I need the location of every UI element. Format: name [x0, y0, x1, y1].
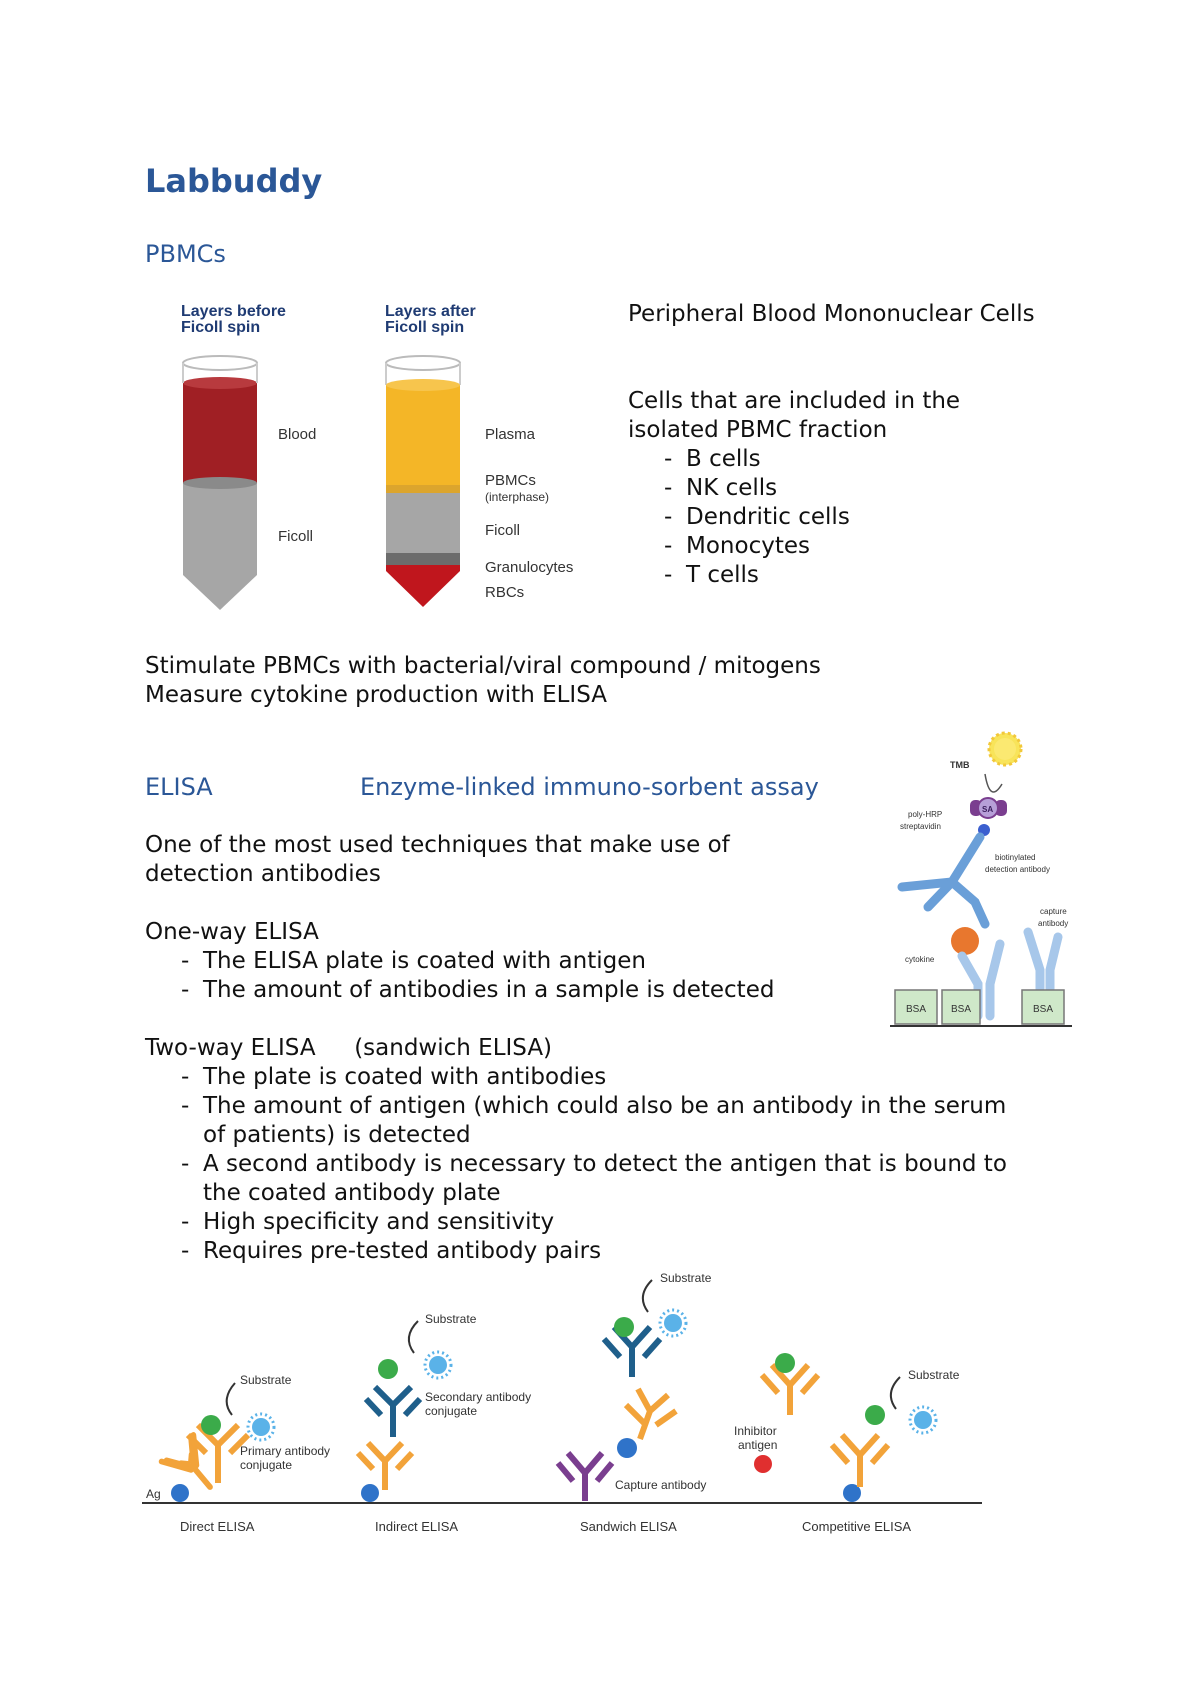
interphase-label: (interphase) — [485, 490, 550, 504]
ficoll-right-label: Ficoll — [485, 522, 521, 539]
ficoll-left-label: Ficoll — [278, 528, 314, 545]
elisa-intro-line-1: One of the most used techniques that make use of — [145, 832, 730, 858]
sandwich-elisa-figure — [890, 722, 1080, 1032]
secondary-label-1: Secondary antibody — [425, 1390, 532, 1404]
measure-line: Measure cytokine production with ELISA — [145, 682, 607, 708]
pbmc-cells-section — [628, 387, 960, 590]
polyhrp-label-2: streptavidin — [900, 822, 941, 831]
inhibitor-label-2: antigen — [738, 1438, 778, 1452]
primary-label-2: conjugate — [240, 1458, 293, 1472]
secondary-label-2: conjugate — [425, 1404, 478, 1418]
pbmc-cell-list — [664, 445, 960, 590]
before-label-2: Ficoll spin — [181, 319, 261, 336]
indirect-caption: Indirect ELISA — [375, 1519, 459, 1534]
list-item: - Monocytes — [664, 532, 960, 561]
rbcs-label: RBCs — [485, 584, 525, 601]
inhibitor-label-1: Inhibitor — [734, 1424, 777, 1438]
list-item — [181, 1150, 1007, 1208]
pbmc-heading: PBMCs — [145, 240, 226, 268]
two-way-list — [181, 1063, 1007, 1266]
sa-label: SA — [982, 805, 994, 814]
elisa-intro-line-2: detection antibodies — [145, 861, 381, 887]
list-item: - The plate is coated with antibodies — [181, 1063, 1007, 1092]
competitive-caption: Competitive ELISA — [802, 1519, 912, 1534]
cytokine-ball — [951, 927, 979, 955]
polyhrp-label-1: poly-HRP — [908, 810, 943, 819]
list-item: - The ELISA plate is coated with antigen — [181, 947, 1007, 976]
biotin-label-2: detection antibody — [985, 865, 1050, 874]
pbmcs-label: PBMCs — [485, 472, 536, 489]
capture-antibody-label: Capture antibody — [615, 1478, 707, 1492]
ag-label: Ag — [146, 1487, 161, 1501]
bsa-label: BSA — [951, 1004, 972, 1015]
substrate-sun-icon — [989, 733, 1021, 765]
list-item-line: of patients) is detected — [203, 1122, 471, 1148]
cells-intro-line-1: Cells that are included in the — [628, 388, 961, 414]
list-item-line: the coated antibody plate — [203, 1180, 501, 1206]
capture-label-2: antibody — [1038, 919, 1069, 928]
tube-before — [183, 356, 257, 610]
pbmc-full-name: Peripheral Blood Mononuclear Cells — [628, 301, 1035, 327]
plasma-label: Plasma — [485, 426, 536, 443]
substrate-label: Substrate — [425, 1312, 477, 1326]
list-item: - Dendritic cells — [664, 503, 960, 532]
one-way-title: One-way ELISA — [145, 919, 319, 945]
tmb-label: TMB — [950, 760, 970, 770]
one-way-list — [181, 947, 1007, 1005]
reaction-arrow — [985, 774, 1002, 792]
two-way-title: Two-way ELISA — [145, 1035, 316, 1061]
blood-label: Blood — [278, 426, 317, 443]
elisa-heading: ELISA — [145, 773, 213, 801]
sandwich-elisa-diagram — [558, 1280, 686, 1501]
stimulate-line: Stimulate PBMCs with bacterial/viral compound / mitogens — [145, 653, 821, 679]
biotin-label-1: biotinylated — [995, 853, 1036, 862]
after-label-1: Layers after — [385, 303, 476, 320]
after-label-2: Ficoll spin — [385, 319, 465, 336]
two-way-subtitle: (sandwich ELISA) — [354, 1035, 553, 1061]
pbmc-notes — [145, 652, 821, 710]
two-way-title-line — [145, 1034, 1007, 1063]
list-item: - The amount of antibodies in a sample is detected — [181, 976, 1007, 1005]
before-label-1: Layers before — [181, 303, 286, 320]
cells-intro-line-2: isolated PBMC fraction — [628, 417, 888, 443]
elisa-full-name: Enzyme-linked immuno-sorbent assay — [360, 773, 819, 801]
document-title: Labbuddy — [145, 162, 323, 200]
streptavidin-complex — [970, 798, 1007, 836]
direct-elisa-diagram — [162, 1383, 274, 1502]
detection-antibody — [902, 837, 985, 924]
bsa-label: BSA — [906, 1004, 927, 1015]
cytokine-label: cytokine — [905, 955, 935, 964]
list-item-line: A second antibody is necessary to detect the antigen that is bound to — [203, 1151, 1007, 1177]
tube-after — [386, 356, 460, 607]
elisa-text — [145, 831, 1007, 1266]
sandwich-caption: Sandwich ELISA — [580, 1519, 677, 1534]
list-item: - T cells — [664, 561, 960, 590]
capture-label-1: capture — [1040, 907, 1067, 916]
list-item: - Requires pre-tested antibody pairs — [181, 1237, 1007, 1266]
substrate-label: Substrate — [660, 1271, 712, 1285]
bsa-label: BSA — [1033, 1004, 1054, 1015]
list-item — [181, 1092, 1007, 1150]
direct-caption: Direct ELISA — [180, 1519, 255, 1534]
granulocytes-label: Granulocytes — [485, 559, 574, 576]
list-item-line: The amount of antigen (which could also be an antibody in the serum — [203, 1093, 1007, 1119]
elisa-types-figure — [140, 1265, 990, 1545]
list-item: - NK cells — [664, 474, 960, 503]
substrate-label: Substrate — [240, 1373, 292, 1387]
substrate-label: Substrate — [908, 1368, 960, 1382]
ficoll-tube-figure — [175, 295, 605, 625]
list-item: - B cells — [664, 445, 960, 474]
list-item: - High specificity and sensitivity — [181, 1208, 1007, 1237]
primary-label-1: Primary antibody — [240, 1444, 331, 1458]
